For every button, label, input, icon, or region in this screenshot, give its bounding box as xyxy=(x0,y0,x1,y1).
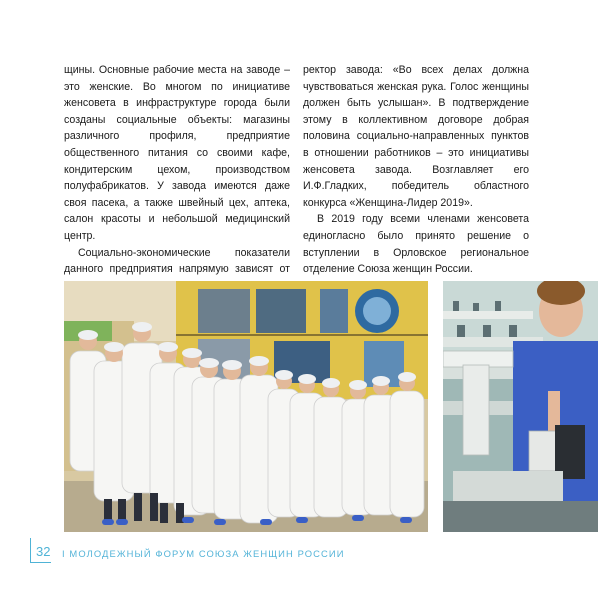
paragraph: В 2019 году всеми членами женсовета единогласно было принято решение о вступлении в Орловское региональное отделение Союза женщин России. xyxy=(303,213,529,276)
text-column-right xyxy=(303,62,529,278)
lab-photo xyxy=(443,281,598,532)
page-footer xyxy=(30,538,590,566)
lab-photo-image xyxy=(443,281,598,532)
footer-title: I МОЛОДЕЖНЫЙ ФОРУМ СОЮЗА ЖЕНЩИН РОССИИ xyxy=(62,548,345,559)
photo-row xyxy=(64,281,598,532)
paragraph: щины. Основные рабочие места на заводе – это женские. Во многом по инициативе женсовета в инфраструктуре города были созданы социальные объекты: магазины различного профиля, предприятие общественного питания со своими кафе, кондитерским цехом, производством полуфабрикатов. У завода имеются даже своя пасека, а также швейный цех, аптека, салон красоты и небольшой медицинский центр. xyxy=(64,64,290,242)
page-number: 32 xyxy=(36,544,51,559)
paragraph: ректор завода: «Во всех делах должна чувствоваться женская рука. Голос женщины должен быть услышан». В подтверждение этому в коллективном договоре добрая половина социально-направленных пунктов в отношении работников – это инициативы женсовета завода. Возглавляет его И.Ф.Гладких, победитель областного конкурса «Женщина-Лидер 2019». xyxy=(303,64,529,209)
group-photo-image xyxy=(64,281,428,532)
paragraph: Социально-экономические показатели данного предприятия напрямую зависят от xyxy=(64,246,290,276)
text-column-left xyxy=(64,62,290,294)
group-photo xyxy=(64,281,428,532)
